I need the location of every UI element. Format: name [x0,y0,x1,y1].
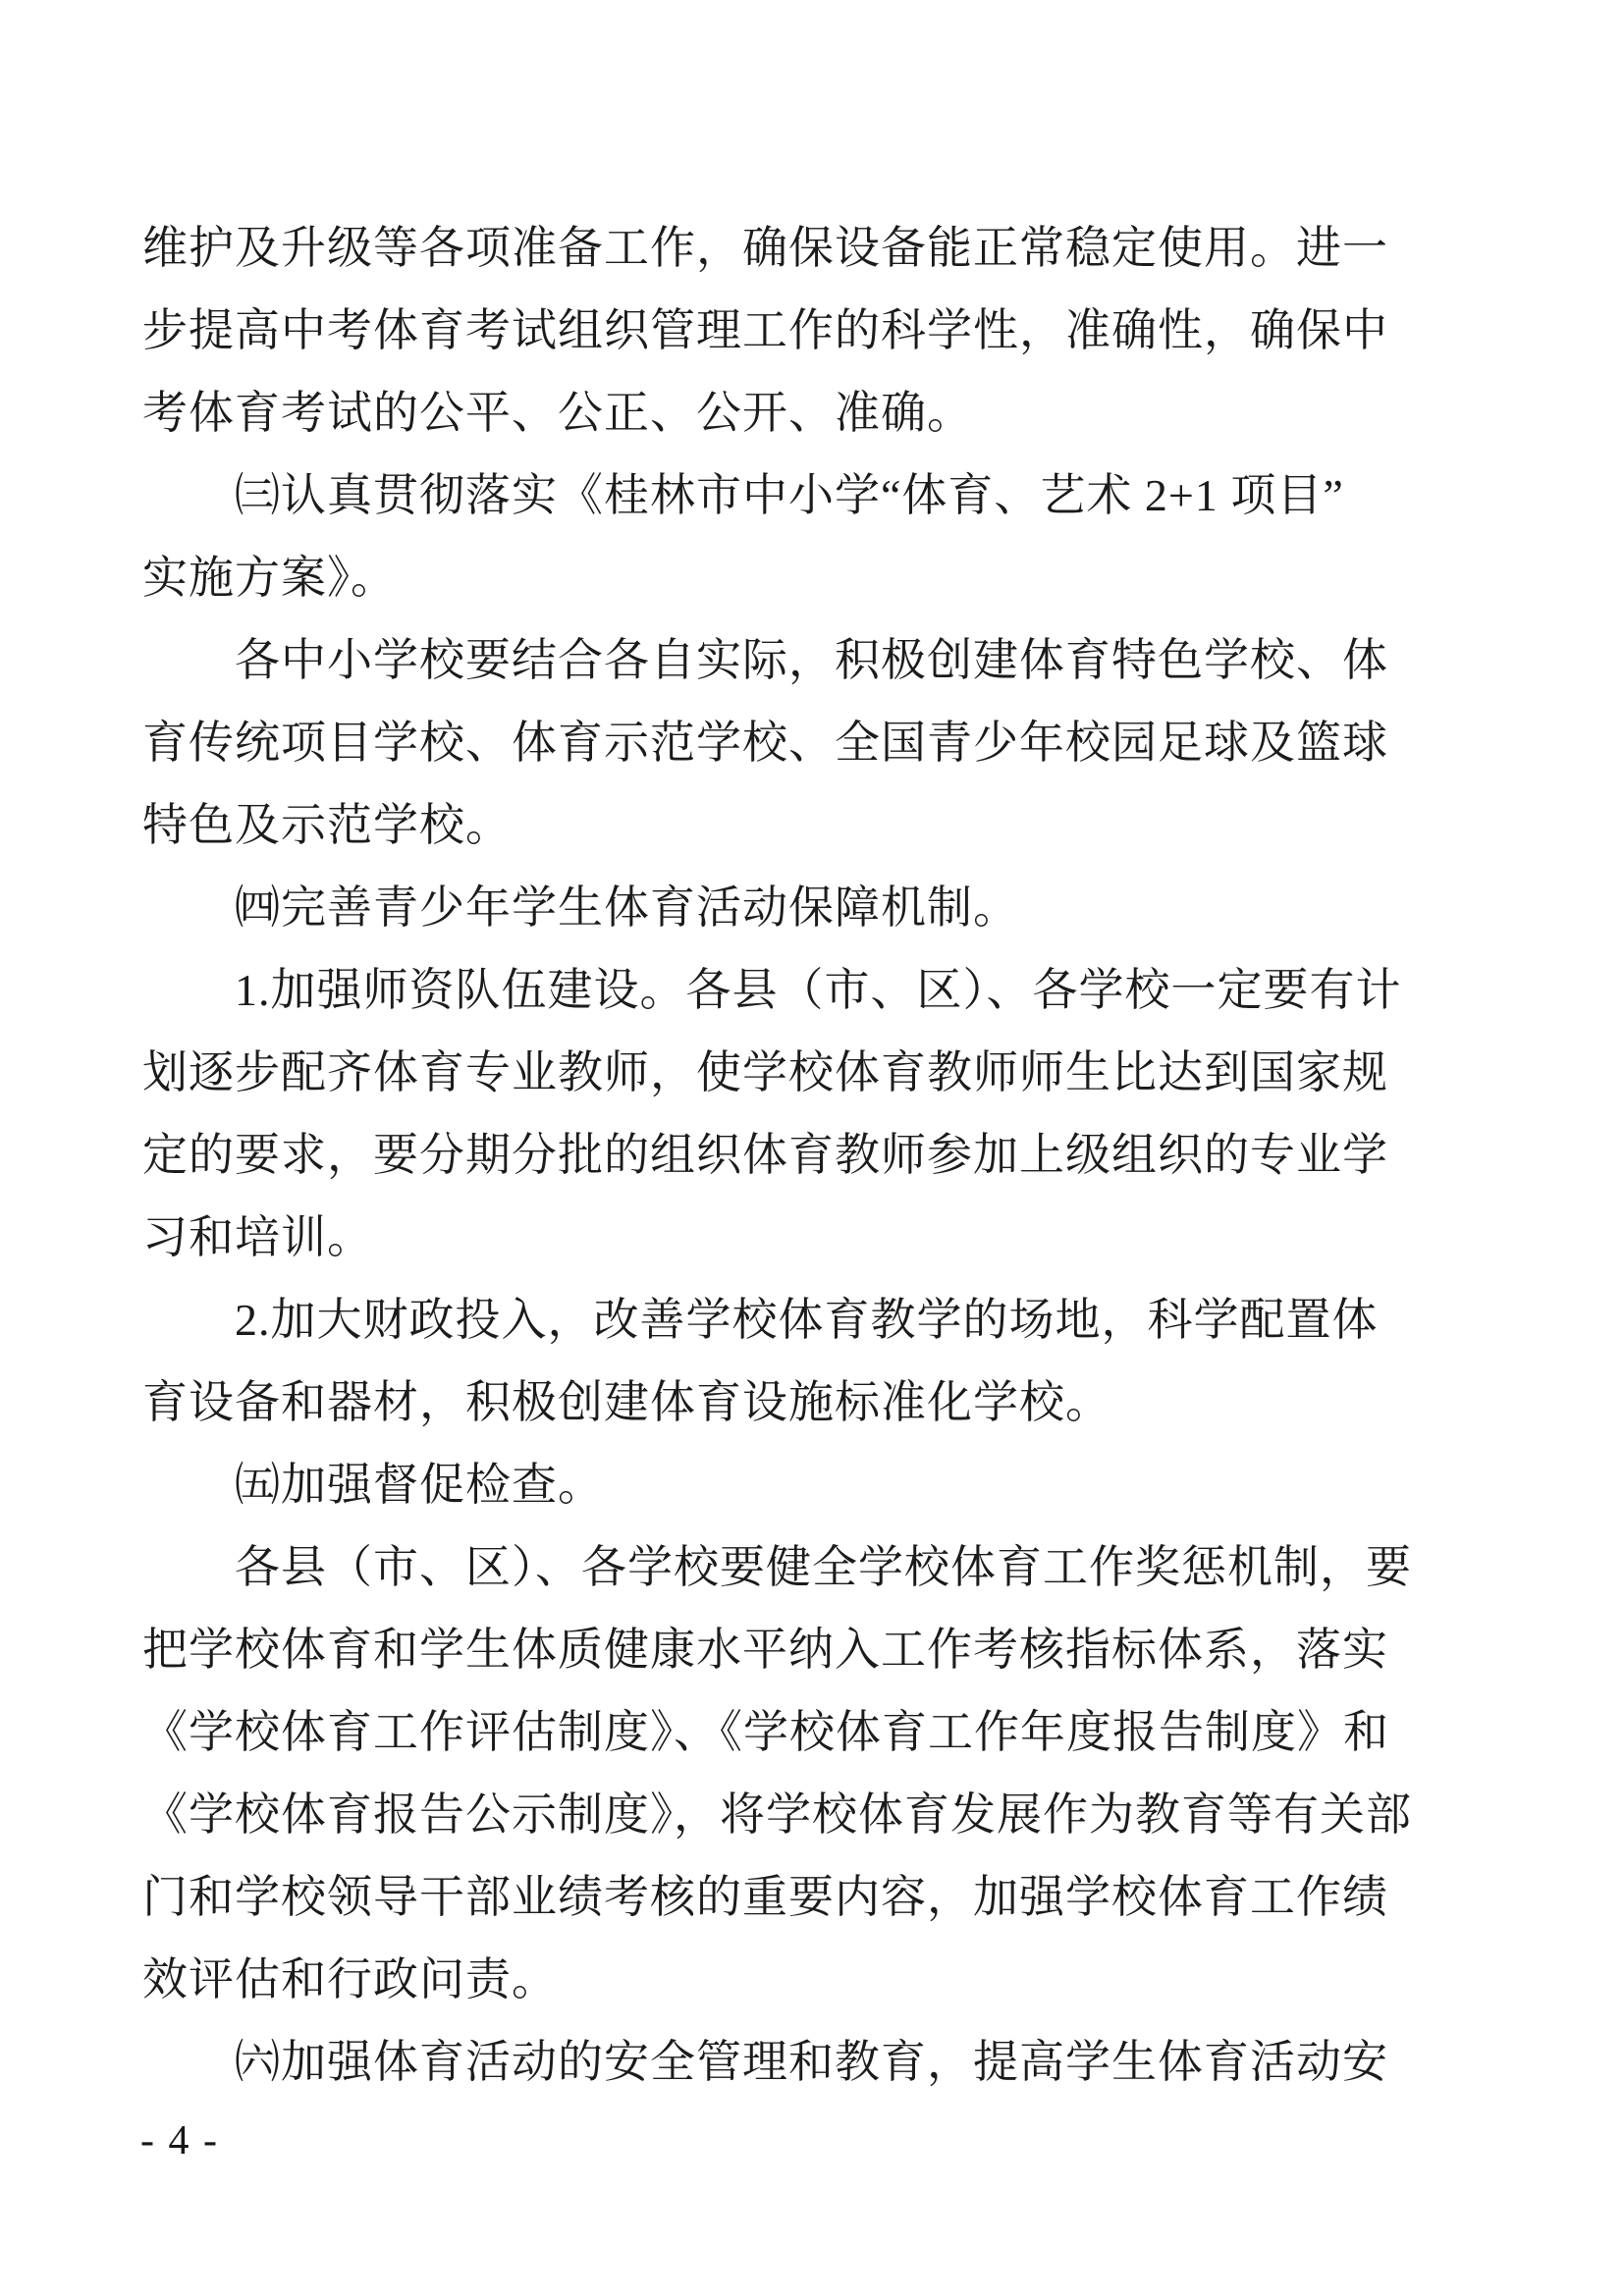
document-body [142,207,1412,2104]
text-line: 各县（市、区）、各学校要健全学校体育工作奖惩机制，要 [235,1542,1412,1592]
text-line: 考体育考试的公平、公正、公开、准确。 [142,388,973,438]
text-line: 把学校体育和学生体质健康水平纳入工作考核指标体系，落实 [142,1625,1388,1675]
text-line: 《学校体育工作评估制度》、《学校体育工作年度报告制度》和 [142,1707,1389,1757]
text-line: 各中小学校要结合各自实际，积极创建体育特色学校、体 [235,635,1388,685]
text-line: ㈣完善青少年学生体育活动保障机制。 [235,882,1019,933]
text-line: 《学校体育报告公示制度》，将学校体育发展作为教育等有关部 [142,1789,1412,1840]
text-line: 定的要求，要分期分批的组织体育教师参加上级组织的专业学 [142,1130,1388,1180]
text-line: 步提高中考体育考试组织管理工作的科学性，准确性，确保中 [142,305,1388,355]
text-line: 特色及示范学校。 [142,800,512,850]
text-line: 1.加强师资队伍建设。各县（市、区）、各学校一定要有计 [235,965,1402,1015]
text-line: ㈤加强督促检查。 [235,1460,604,1510]
text-line: 效评估和行政问责。 [142,1954,558,2004]
text-line: 育设备和器材，积极创建体育设施标准化学校。 [142,1377,1111,1427]
text-line: 实施方案》。 [142,553,397,603]
text-line: 育传统项目学校、体育示范学校、全国青少年校园足球及篮球 [142,718,1388,768]
text-line: 习和培训。 [142,1212,373,1262]
text-line: 维护及升级等各项准备工作，确保设备能正常稳定使用。进一 [142,223,1388,273]
text-line: ㈥加强体育活动的安全管理和教育，提高学生体育活动安 [235,2037,1388,2087]
text-line: ㈢认真贯彻落实《桂林市中小学“体育、艺术 2+1 项目” [235,470,1344,520]
text-line: 2.加大财政投入，改善学校体育教学的场地，科学配置体 [235,1295,1379,1345]
page-number: - 4 - [140,2118,219,2163]
text-line: 划逐步配齐体育专业教师，使学校体育教师师生比达到国家规 [142,1047,1388,1097]
text-line: 门和学校领导干部业绩考核的重要内容，加强学校体育工作绩 [142,1872,1388,1922]
